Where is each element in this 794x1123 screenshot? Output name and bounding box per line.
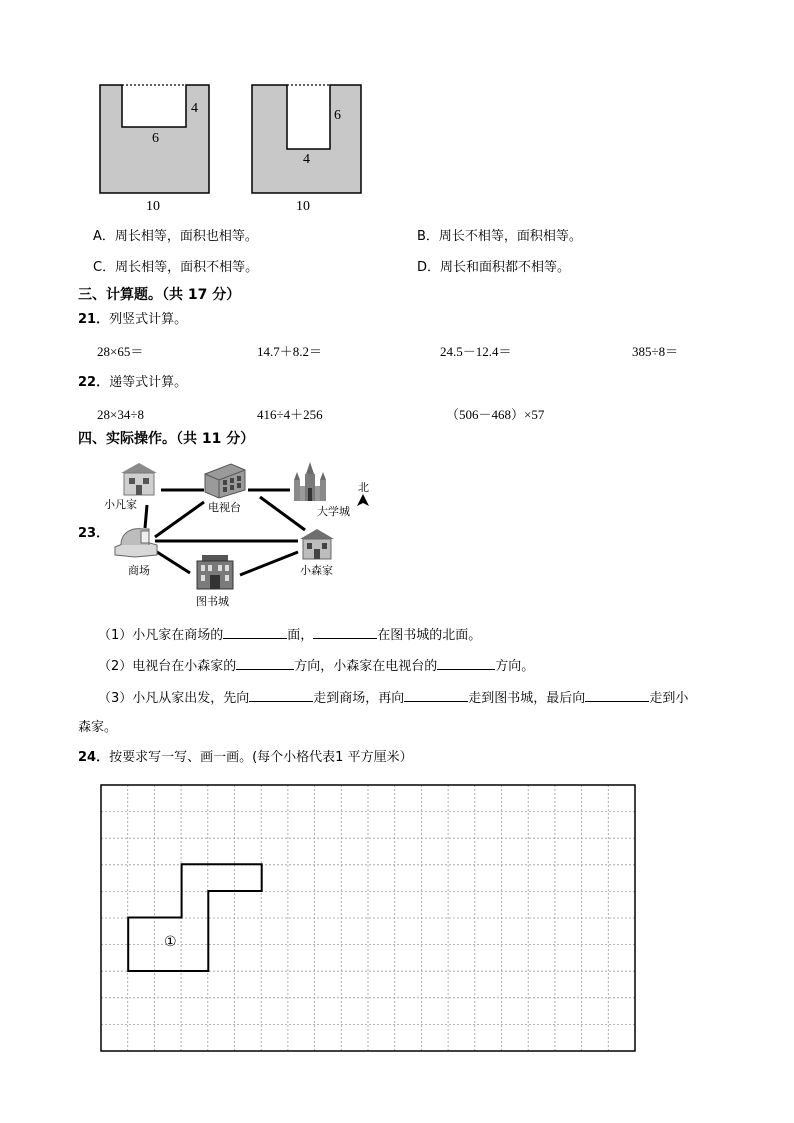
q24-line: [78, 749, 413, 766]
q23-sub1-b: 面，: [287, 628, 314, 643]
fig2-side-label: 6: [334, 108, 341, 123]
q22-item-2: 416÷4＋256: [257, 407, 323, 422]
tv-station-icon: [203, 460, 247, 500]
q21-item-4: 385÷8＝: [632, 344, 679, 359]
q23-sub2-b: 方向，小森家在电视台的: [294, 659, 438, 674]
library-icon: [194, 553, 236, 591]
q23-sub3-d: 走到小: [649, 691, 689, 706]
north-arrow-icon: [357, 494, 369, 508]
q23-sub3-a: （3）小凡从家出发，先向: [98, 691, 250, 706]
q22-number: 22．: [78, 375, 110, 390]
q22-item-3: （506－468）×57: [446, 407, 545, 422]
fig2-bottom-label: 10: [296, 199, 310, 214]
option-d: D．周长和面积都不相等。: [417, 260, 571, 275]
q23-sub3: [98, 687, 688, 707]
answer-blank[interactable]: [223, 624, 287, 639]
q23-sub3-b: 走到商场，再向: [313, 691, 405, 706]
q24-prompt: 按要求写一写、画一画。(每个小格代表1 平方厘米）: [109, 750, 413, 765]
answer-blank[interactable]: [236, 655, 294, 670]
answer-blank[interactable]: [404, 687, 468, 702]
q23-sub2-c: 方向。: [495, 659, 535, 674]
map-label-xiaofan-home: 小凡家: [104, 498, 137, 511]
answer-blank[interactable]: [585, 687, 649, 702]
q21-item-3: 24.5－12.4＝: [440, 344, 512, 359]
q21-number: 21．: [78, 312, 110, 327]
q22-item-1: 28×34÷8: [97, 407, 144, 422]
q23-number: 23．: [78, 526, 110, 541]
map-label-mall: 商场: [128, 564, 150, 577]
section-4-title: 四、实际操作。（共 11 分）: [78, 431, 255, 447]
q23-sub2: [98, 655, 534, 675]
house-icon: [119, 461, 159, 497]
mall-icon: [113, 523, 159, 559]
q22-line: [78, 374, 187, 391]
map-label-university: 大学城: [317, 505, 350, 518]
map-label-book-city: 图书城: [196, 595, 229, 608]
north-label: 北: [358, 481, 369, 494]
fig1-inner-label: 6: [152, 131, 159, 146]
answer-blank[interactable]: [249, 687, 313, 702]
q23-sub1-a: （1）小凡家在商场的: [98, 628, 224, 643]
shape-1-label: ①: [164, 934, 177, 950]
q23-sub2-a: （2）电视台在小森家的: [98, 659, 237, 674]
q23-sub1: [98, 624, 481, 644]
figure-2: [252, 85, 361, 193]
option-b: B．周长不相等，面积相等。: [417, 229, 582, 244]
answer-blank[interactable]: [313, 624, 377, 639]
q21-line: [78, 311, 187, 328]
q21-prompt: 列竖式计算。: [109, 312, 188, 327]
q21-item-2: 14.7＋8.2＝: [257, 344, 323, 359]
answer-blank[interactable]: [437, 655, 495, 670]
fig2-inner-label: 4: [303, 152, 310, 167]
shape-figures: [90, 78, 380, 218]
option-a: A．周长相等，面积也相等。: [93, 229, 258, 244]
q21-item-1: 28×65＝: [97, 344, 144, 359]
option-c: C．周长相等，面积不相等。: [93, 260, 259, 275]
q23-sub3-cont: 森家。: [78, 720, 118, 735]
q23-sub3-c: 走到图书城，最后向: [468, 691, 586, 706]
q23-sub1-c: 在图书城的北面。: [377, 628, 482, 643]
square-grid: [99, 783, 639, 1053]
map-label-xiaosen-home: 小森家: [300, 564, 333, 577]
fig1-bottom-label: 10: [146, 199, 160, 214]
section-3-title: 三、计算题。（共 17 分）: [78, 287, 241, 303]
q22-prompt: 递等式计算。: [109, 375, 188, 390]
fig1-side-label: 4: [191, 101, 198, 116]
house-2-icon: [298, 527, 336, 561]
university-icon: [292, 462, 328, 502]
q24-number: 24．: [78, 750, 110, 765]
map-label-tv-station: 电视台: [208, 501, 241, 514]
